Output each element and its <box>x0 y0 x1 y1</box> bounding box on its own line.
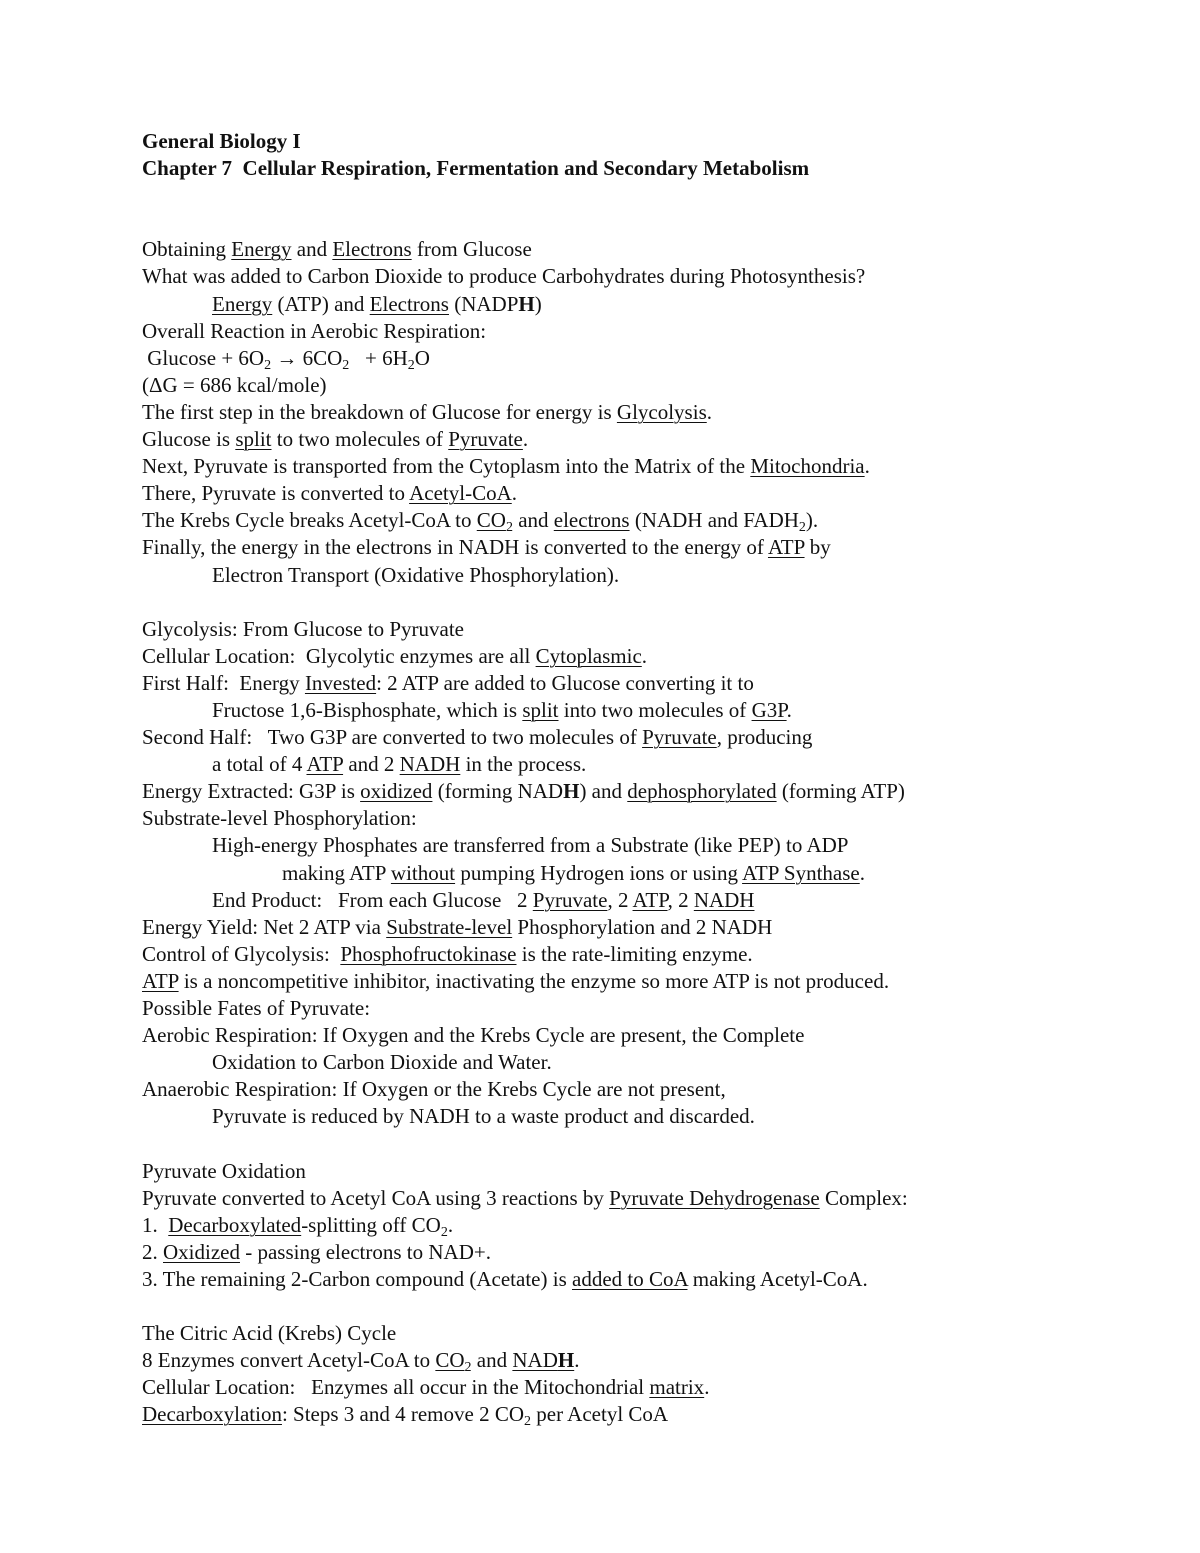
text-line: Energy Extracted: G3P is oxidized (forming NADH) and dephosphorylated (forming ATP) <box>142 779 905 804</box>
text-line: There, Pyruvate is converted to Acetyl-CoA. <box>142 481 517 506</box>
text-line: Control of Glycolysis: Phosphofructokinase is the rate-limiting enzyme. <box>142 941 753 966</box>
list-item: 2. Oxidized - passing electrons to NAD+. <box>142 1239 491 1264</box>
blank-line <box>142 209 1142 236</box>
text-line: Oxidation to Carbon Dioxide and Water. <box>212 1050 552 1075</box>
text-line: making ATP without pumping Hydrogen ions or using ATP Synthase. <box>282 860 865 885</box>
text-line: Second Half: Two G3P are converted to two molecules of Pyruvate, producing <box>142 725 813 750</box>
equation-line: $Glucose + 6O_2 \to 6CO_2 + 6H_2O$ <box>142 345 430 373</box>
section-heading-krebs: The Citric Acid (Krebs) Cycle <box>142 1321 397 1346</box>
text-line: Decarboxylation: Steps 3 and 4 remove 2 $CO_2$ per Acetyl CoA <box>142 1402 669 1430</box>
section-heading-glycolysis: Glycolysis: From Glucose to Pyruvate <box>142 616 464 641</box>
blank-line <box>142 589 1142 616</box>
text-line: Pyruvate is reduced by NADH to a waste product and discarded. <box>212 1104 755 1129</box>
document-body <box>142 128 1142 1429</box>
text-line: The first step in the breakdown of Glucose for energy is Glycolysis. <box>142 399 712 424</box>
section-heading-pyruvate-oxidation: Pyruvate Oxidation <box>142 1158 306 1183</box>
chapter-title: Chapter 7 Cellular Respiration, Fermentation and Secondary Metabolism <box>142 156 810 181</box>
text-line: Pyruvate converted to Acetyl CoA using 3 reactions by Pyruvate Dehydrogenase Complex: <box>142 1185 908 1210</box>
text-line: Possible Fates of Pyruvate: <box>142 996 371 1020</box>
blank-line <box>142 182 1142 209</box>
text-line: First Half: Energy Invested: 2 ATP are added to Glucose converting it to <box>142 670 754 695</box>
text-line: High-energy Phosphates are transferred from a Substrate (like PEP) to ADP <box>212 833 849 858</box>
text-line: Anaerobic Respiration: If Oxygen or the Krebs Cycle are not present, <box>142 1077 726 1102</box>
text-line: Aerobic Respiration: If Oxygen and the Krebs Cycle are present, the Complete <box>142 1023 805 1048</box>
text-line: ATP is a noncompetitive inhibitor, inactivating the enzyme so more ATP is not produced. <box>142 968 890 993</box>
text-line: What was added to Carbon Dioxide to produce Carbohydrates during Photosynthesis? <box>142 264 866 289</box>
text-line: 8 Enzymes convert Acetyl-CoA to $CO_2$ and NADH. <box>142 1348 580 1376</box>
text-line: a total of 4 ATP and 2 NADH in the process. <box>212 752 587 777</box>
text-line: Cellular Location: Enzymes all occur in the Mitochondrial matrix. <box>142 1375 710 1400</box>
course-title: General Biology I <box>142 129 301 153</box>
list-item: 3. The remaining 2-Carbon compound (Acetate) is added to CoA making Acetyl-CoA. <box>142 1266 868 1291</box>
text-line: Cellular Location: Glycolytic enzymes are all Cytoplasmic. <box>142 643 648 668</box>
text-line: Next, Pyruvate is transported from the Cytoplasm into the Matrix of the Mitochondria. <box>142 454 870 479</box>
section-heading-obtaining: Obtaining Energy and Electrons from Glucose <box>142 237 532 262</box>
blank-line <box>142 1130 1142 1157</box>
list-item: 1. Decarboxylated-splitting off $CO_2$. <box>142 1212 454 1240</box>
text-line: The Krebs Cycle breaks Acetyl-CoA to $CO_2$ and electrons (NADH and $FADH_2$). <box>142 508 819 536</box>
text-line: End Product: From each Glucose 2 Pyruvate, 2 ATP, 2 NADH <box>212 887 755 912</box>
text-line: Overall Reaction in Aerobic Respiration: <box>142 318 487 343</box>
text-line: (ΔG = 686 kcal/mole) <box>142 372 327 397</box>
text-line: Energy (ATP) and Electrons (NADPH) <box>212 291 542 316</box>
text-line: Finally, the energy in the electrons in NADH is converted to the energy of ATP by <box>142 535 831 560</box>
text-line: Glucose is split to two molecules of Pyruvate. <box>142 427 529 452</box>
text-line: Energy Yield: Net 2 ATP via Substrate-level Phosphorylation and 2 NADH <box>142 914 773 939</box>
blank-line <box>142 1293 1142 1320</box>
text-line: Fructose 1,6-Bisphosphate, which is split into two molecules of G3P. <box>212 697 792 722</box>
text-line: Electron Transport (Oxidative Phosphorylation). <box>212 562 620 587</box>
text-line: Substrate-level Phosphorylation: <box>142 806 417 831</box>
